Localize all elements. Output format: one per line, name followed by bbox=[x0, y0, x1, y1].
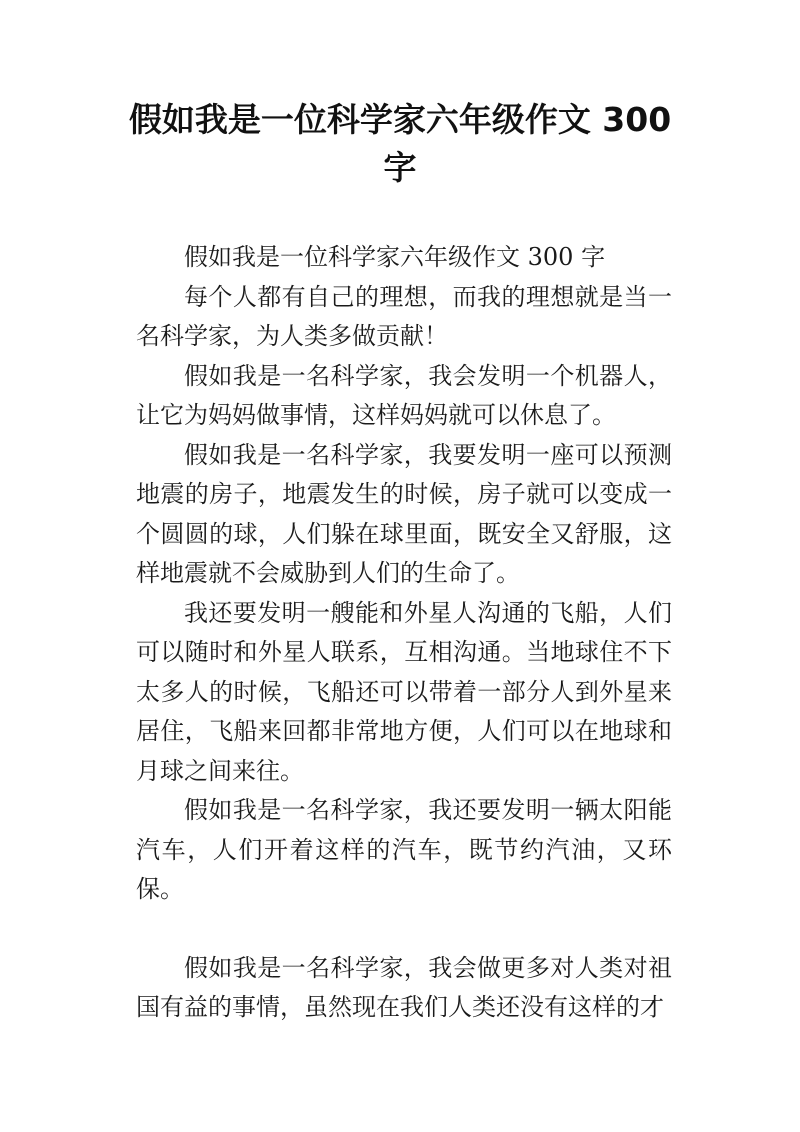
document-body bbox=[136, 238, 672, 1028]
document-title: 假如我是一位科学家六年级作文 300 字 bbox=[128, 100, 672, 187]
paragraph-5: 假如我是一名科学家，我还要发明一辆太阳能汽车，人们开着这样的汽车，既节约汽油，又环保。 bbox=[136, 796, 672, 903]
paragraph-6: 假如我是一名科学家，我会做更多对人类对祖国有益的事情，虽然现在我们人类还没有这样的才 bbox=[136, 953, 672, 1021]
paragraph-subtitle: 假如我是一位科学家六年级作文 300 字 bbox=[184, 243, 606, 271]
paragraph-4: 我还要发明一艘能和外星人沟通的飞船，人们可以随时和外星人联系，互相沟通。当地球住不下太多人的时候，飞船还可以带着一部分人到外星来居住，飞船来回都非常地方便，人们可以在地球和月球之间来往。 bbox=[136, 598, 672, 785]
paragraph-1: 每个人都有自己的理想，而我的理想就是当一名科学家，为人类多做贡献！ bbox=[136, 282, 672, 350]
paragraph-2: 假如我是一名科学家，我会发明一个机器人，让它为妈妈做事情，这样妈妈就可以休息了。 bbox=[136, 361, 672, 429]
paragraph-3: 假如我是一名科学家，我要发明一座可以预测地震的房子，地震发生的时候，房子就可以变成一个圆圆的球，人们躲在球里面，既安全又舒服，这样地震就不会威胁到人们的生命了。 bbox=[136, 440, 672, 587]
